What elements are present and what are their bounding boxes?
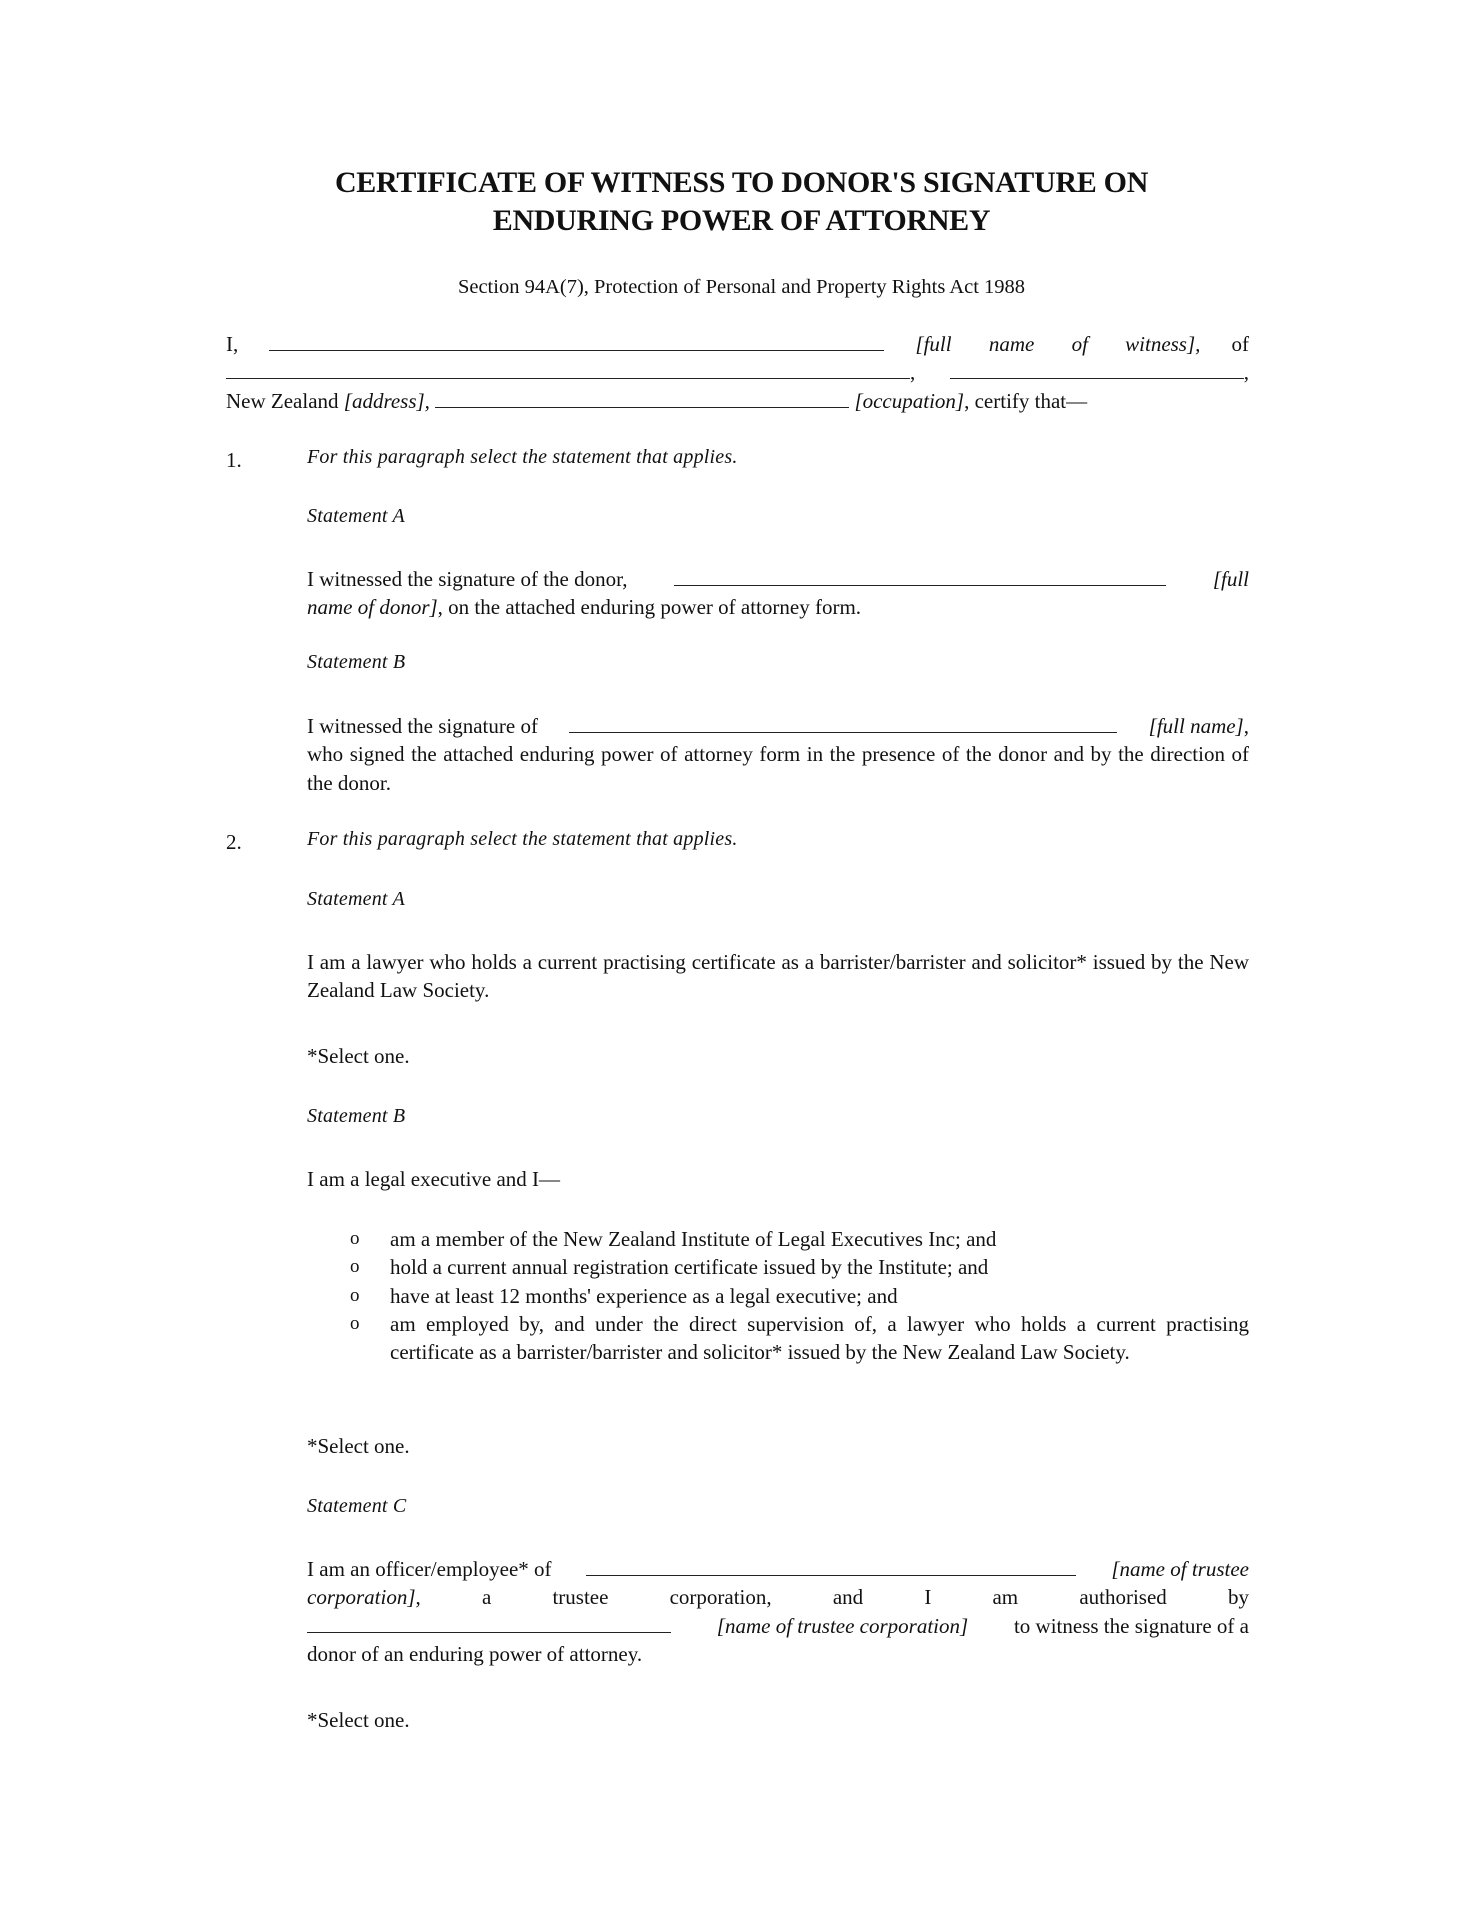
word: am <box>992 1585 1019 1610</box>
word: and <box>832 1585 864 1610</box>
document-title-line-2: ENDURING POWER OF ATTORNEY <box>492 204 991 237</box>
trustee-corporation-field-1[interactable] <box>586 1557 1076 1576</box>
intro-line-1 <box>226 330 1249 358</box>
document-title-line-1: CERTIFICATE OF WITNESS TO DONOR'S SIGNATURE ON <box>334 166 1149 199</box>
comma: , <box>910 360 916 385</box>
list-item <box>340 1282 1249 1310</box>
address-hint: [address], <box>343 388 430 413</box>
statute-reference: Section 94A(7), Protection of Personal and Property Rights Act 1988 <box>457 276 1026 298</box>
statement-c-line-1 <box>307 1555 1249 1583</box>
new-zealand-label: New Zealand <box>226 388 339 413</box>
trustee-corporation-hint-2: [name of trustee corporation] <box>716 1613 969 1638</box>
paragraph-2-number: 2. <box>226 830 242 854</box>
occupation-hint: [occupation] <box>854 388 965 413</box>
word: authorised <box>1079 1585 1167 1610</box>
list-item <box>340 1310 1249 1367</box>
intro-of: of <box>1231 332 1249 356</box>
donor-name-field[interactable] <box>674 567 1166 586</box>
statement-c-line-3 <box>307 1612 1249 1640</box>
paragraph-1-statement-a-label: Statement A <box>307 505 405 527</box>
intro-i-label: I, <box>226 332 239 356</box>
word: trustee <box>552 1585 609 1610</box>
hint-word: witness], <box>1125 332 1201 356</box>
statement-c-text-after: to witness the signature of a <box>1013 1613 1249 1638</box>
hint-word: of <box>1071 332 1088 356</box>
paragraph-2-statement-c-label: Statement C <box>307 1495 407 1517</box>
statement-a-text-before: I witnessed the signature of the donor, <box>307 567 628 591</box>
signer-name-field[interactable] <box>569 714 1117 733</box>
statement-b-line-1 <box>307 712 1249 740</box>
intro-line-2 <box>226 358 1249 386</box>
paragraph-2-statement-c-text <box>307 1555 1249 1668</box>
paragraph-2-statement-b-lead: I am a legal executive and I— <box>307 1167 561 1191</box>
hint-word: [full <box>915 332 952 356</box>
list-item-text: hold a current annual registration certificate issued by the Institute; and <box>390 1255 989 1280</box>
paragraph-2-statement-c-note: *Select one. <box>307 1708 410 1732</box>
hollow-circle-bullet-icon: o <box>350 1284 360 1306</box>
comma: , <box>1243 360 1249 385</box>
statement-a-text-after: , on the attached enduring power of attorney form. <box>437 595 862 620</box>
hint-word: name <box>988 332 1035 356</box>
paragraph-2-instruction: For this paragraph select the statement that applies. <box>307 828 738 850</box>
list-item-text: am a member of the New Zealand Institute of Legal Executives Inc; and <box>390 1227 997 1251</box>
paragraph-1-statement-a-text <box>307 565 1249 622</box>
paragraph-2-statement-a-text: I am a lawyer who holds a current practising certificate as a barrister/barrister and solicitor* issued by the New Zealand Law Society. <box>307 950 1249 1003</box>
statement-b-text-before: I witnessed the signature of <box>307 714 538 738</box>
list-item <box>340 1253 1249 1281</box>
paragraph-2-statement-a-label: Statement A <box>307 888 405 910</box>
hollow-circle-bullet-icon: o <box>350 1312 360 1334</box>
paragraph-1-number: 1. <box>226 448 242 472</box>
paragraph-2-statement-a-note: *Select one. <box>307 1044 410 1068</box>
donor-name-hint-2: name of donor] <box>307 595 438 620</box>
comma: , <box>415 1585 421 1610</box>
address-field-1[interactable] <box>226 360 910 379</box>
paragraph-1-statement-b-label: Statement B <box>307 651 406 673</box>
legal-executive-requirements-list <box>340 1225 1249 1366</box>
occupation-field[interactable] <box>435 389 849 408</box>
list-item-text: have at least 12 months' experience as a legal executive; and <box>390 1283 898 1308</box>
trustee-corporation-hint-1a: [name of trustee <box>1111 1557 1249 1581</box>
address-line-1-wrap <box>226 358 915 386</box>
list-item-text: am employed by, and under the direct supervision of, a lawyer who holds a current practising certificate as a barrister/barrister and solicitor* issued by the New Zealand Law Society. <box>390 1311 1249 1365</box>
witness-name-field[interactable] <box>269 332 884 351</box>
paragraph-2-statement-b-label: Statement B <box>307 1105 406 1127</box>
word: by <box>1227 1585 1249 1610</box>
hollow-circle-bullet-icon: o <box>350 1228 360 1249</box>
statement-c-line-2 <box>307 1583 1249 1611</box>
address-line-2-wrap <box>950 358 1249 386</box>
statement-c-text-before: I am an officer/employee* of <box>307 1557 552 1581</box>
intro-line-3 <box>226 387 1249 415</box>
list-item <box>340 1225 1249 1253</box>
certify-that: , certify that— <box>964 388 1088 413</box>
trustee-corporation-field-2[interactable] <box>307 1614 671 1633</box>
witness-intro <box>226 330 1249 415</box>
word: I <box>924 1585 932 1610</box>
word: corporation, <box>669 1585 772 1610</box>
word: a <box>481 1585 492 1610</box>
signer-name-hint: [full name] <box>1148 714 1244 738</box>
statement-c-line-4: donor of an enduring power of attorney. <box>307 1641 643 1666</box>
statement-a-line-1 <box>307 565 1249 593</box>
statement-a-line-2 <box>307 593 1249 621</box>
hollow-circle-bullet-icon: o <box>350 1256 360 1278</box>
paragraph-1-statement-b-text <box>307 712 1249 797</box>
paragraph-2-statement-b-note: *Select one. <box>307 1434 410 1458</box>
trustee-corporation-hint-1b: corporation] <box>307 1585 416 1610</box>
donor-name-hint-1: [full <box>1212 567 1249 591</box>
paragraph-1-instruction: For this paragraph select the statement that applies. <box>307 446 738 468</box>
address-field-2[interactable] <box>950 360 1244 379</box>
comma: , <box>1243 714 1249 738</box>
witness-name-hint <box>915 330 1200 358</box>
statement-b-continuation: who signed the attached enduring power of attorney form in the presence of the donor and by the direction of the donor. <box>307 742 1249 795</box>
